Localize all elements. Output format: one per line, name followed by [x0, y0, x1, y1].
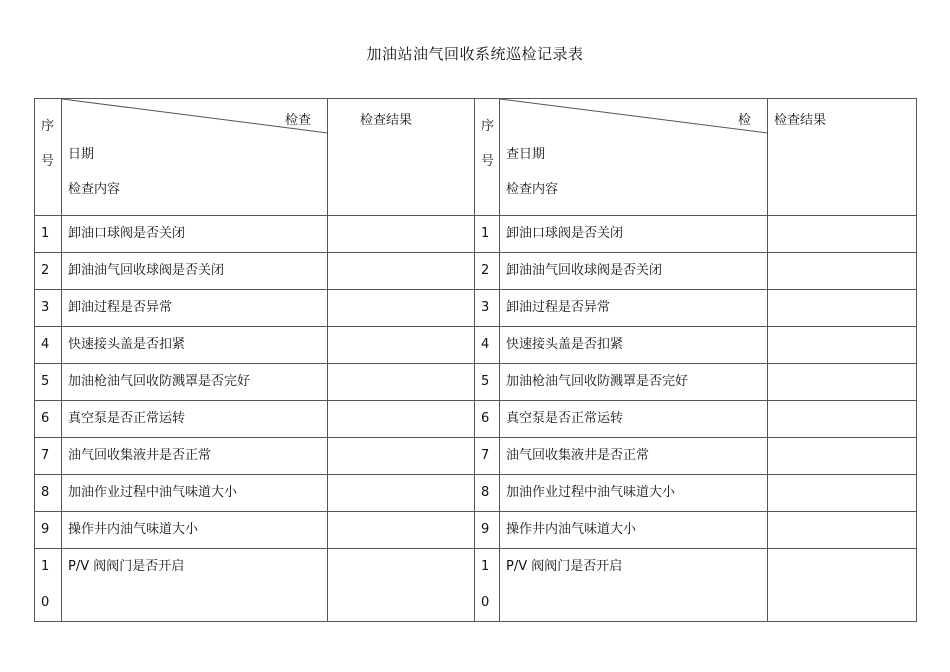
result-cell[interactable]	[768, 401, 917, 438]
table-row	[35, 401, 917, 438]
row-item: 真空泵是否正常运转	[62, 401, 328, 438]
result-cell[interactable]	[768, 327, 917, 364]
result-header-left: 检查结果	[328, 99, 475, 216]
table-row	[35, 475, 917, 512]
result-cell[interactable]	[768, 364, 917, 401]
page-title: 加油站油气回收系统巡检记录表	[366, 45, 584, 63]
row-number: 1	[475, 216, 500, 253]
row-item: 卸油过程是否异常	[500, 290, 768, 327]
row-number: 6	[475, 401, 500, 438]
table-row	[35, 438, 917, 475]
header-content-label: 检查内容	[506, 182, 559, 197]
result-cell[interactable]	[768, 475, 917, 512]
diagonal-header-right	[500, 99, 768, 216]
result-cell[interactable]	[768, 216, 917, 253]
result-cell[interactable]	[768, 549, 917, 622]
row-number: 6	[35, 401, 62, 438]
header-check-label: 检查	[284, 113, 311, 128]
result-cell[interactable]	[328, 290, 475, 327]
row-item: 操作井内油气味道大小	[62, 512, 328, 549]
header-date-label: 日期	[68, 147, 95, 162]
row-item: P/V 阀阀门是否开启	[500, 549, 768, 622]
row-number: 1 0	[475, 549, 500, 622]
result-cell[interactable]	[328, 364, 475, 401]
result-cell[interactable]	[768, 512, 917, 549]
row-number: 3	[35, 290, 62, 327]
row-item: P/V 阀阀门是否开启	[62, 549, 328, 622]
table-header-row	[35, 99, 917, 216]
row-number: 3	[475, 290, 500, 327]
table-row	[35, 549, 917, 622]
row-number: 9	[475, 512, 500, 549]
header-date-label: 查日期	[506, 147, 546, 162]
result-cell[interactable]	[328, 549, 475, 622]
result-cell[interactable]	[328, 475, 475, 512]
row-item: 油气回收集液井是否正常	[62, 438, 328, 475]
row-item: 快速接头盖是否扣紧	[500, 327, 768, 364]
row-number: 4	[35, 327, 62, 364]
row-item: 加油枪油气回收防溅罩是否完好	[500, 364, 768, 401]
row-item: 加油作业过程中油气味道大小	[62, 475, 328, 512]
row-number: 8	[35, 475, 62, 512]
seq-header-left: 序 号	[35, 99, 62, 216]
row-item: 卸油过程是否异常	[62, 290, 328, 327]
result-cell[interactable]	[328, 401, 475, 438]
row-item: 加油作业过程中油气味道大小	[500, 475, 768, 512]
seq-header-right: 序 号	[475, 99, 500, 216]
result-cell[interactable]	[328, 512, 475, 549]
row-number: 7	[35, 438, 62, 475]
row-item: 操作井内油气味道大小	[500, 512, 768, 549]
row-item: 加油枪油气回收防溅罩是否完好	[62, 364, 328, 401]
result-cell[interactable]	[328, 216, 475, 253]
inspection-table	[34, 98, 917, 622]
result-header-right: 检查结果	[768, 99, 917, 216]
row-number: 5	[35, 364, 62, 401]
row-item: 快速接头盖是否扣紧	[62, 327, 328, 364]
row-number: 4	[475, 327, 500, 364]
row-item: 卸油口球阀是否关闭	[62, 216, 328, 253]
row-item: 油气回收集液井是否正常	[500, 438, 768, 475]
table-row	[35, 216, 917, 253]
result-cell[interactable]	[768, 290, 917, 327]
table-row	[35, 290, 917, 327]
result-cell[interactable]	[768, 438, 917, 475]
table-row	[35, 364, 917, 401]
result-cell[interactable]	[328, 327, 475, 364]
row-number: 8	[475, 475, 500, 512]
table-row	[35, 327, 917, 364]
row-number: 5	[475, 364, 500, 401]
result-cell[interactable]	[768, 253, 917, 290]
row-number: 1	[35, 216, 62, 253]
row-item: 卸油油气回收球阀是否关闭	[500, 253, 768, 290]
row-item: 卸油油气回收球阀是否关闭	[62, 253, 328, 290]
table-row	[35, 253, 917, 290]
diagonal-header-left	[62, 99, 328, 216]
row-number: 9	[35, 512, 62, 549]
header-content-label: 检查内容	[68, 182, 121, 197]
row-number: 7	[475, 438, 500, 475]
result-cell[interactable]	[328, 438, 475, 475]
result-cell[interactable]	[328, 253, 475, 290]
row-item: 真空泵是否正常运转	[500, 401, 768, 438]
row-number: 1 0	[35, 549, 62, 622]
header-check-label: 检	[737, 113, 751, 128]
row-item: 卸油口球阀是否关闭	[500, 216, 768, 253]
table-row	[35, 512, 917, 549]
row-number: 2	[35, 253, 62, 290]
row-number: 2	[475, 253, 500, 290]
